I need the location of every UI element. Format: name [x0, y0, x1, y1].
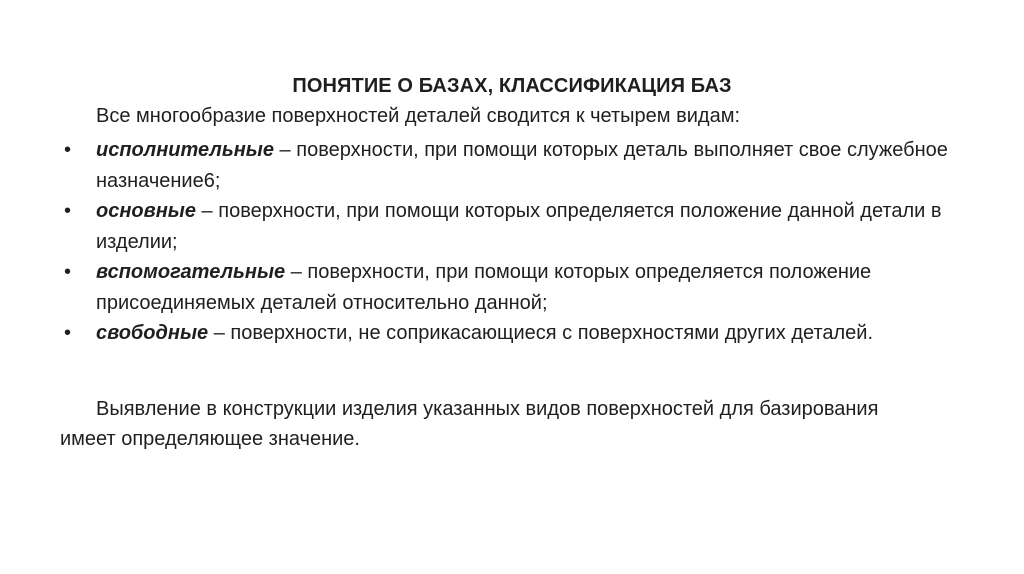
definition-basic: – поверхности, при помощи которых определяется положение данной детали в изделии; [96, 200, 942, 253]
list-item-executive [60, 135, 960, 196]
bullet-icon: • [64, 139, 72, 161]
bullet-icon: • [64, 322, 72, 344]
closing-paragraph: Выявление в конструкции изделия указанных видов поверхностей для базирования имеет определяющее значение. [60, 398, 879, 450]
list-item-free [60, 318, 960, 349]
definition-executive: – поверхности, при помощи которых деталь выполняет свое служебное назначение6; [96, 139, 948, 192]
term-basic: основные [96, 200, 196, 222]
term-auxiliary: вспомогательные [96, 261, 286, 283]
definition-auxiliary: – поверхности, при помощи которых определяется положение присоединяемых деталей относительно данной; [96, 261, 872, 314]
term-executive: исполнительные [96, 139, 274, 161]
term-free: свободные [96, 322, 209, 344]
slide-title: ПОНЯТИЕ О БАЗАХ, КЛАССИФИКАЦИЯ БАЗ [292, 75, 732, 97]
bullet-icon: • [64, 261, 72, 283]
surface-types-list [60, 135, 960, 349]
list-item-basic [60, 196, 960, 257]
definition-free: – поверхности, не соприкасающиеся с поверхностями других деталей. [208, 322, 874, 344]
bullet-icon: • [64, 200, 72, 222]
list-item-auxiliary [60, 257, 960, 318]
intro-text: Все многообразие поверхностей деталей сводится к четырем видам: [96, 105, 740, 127]
